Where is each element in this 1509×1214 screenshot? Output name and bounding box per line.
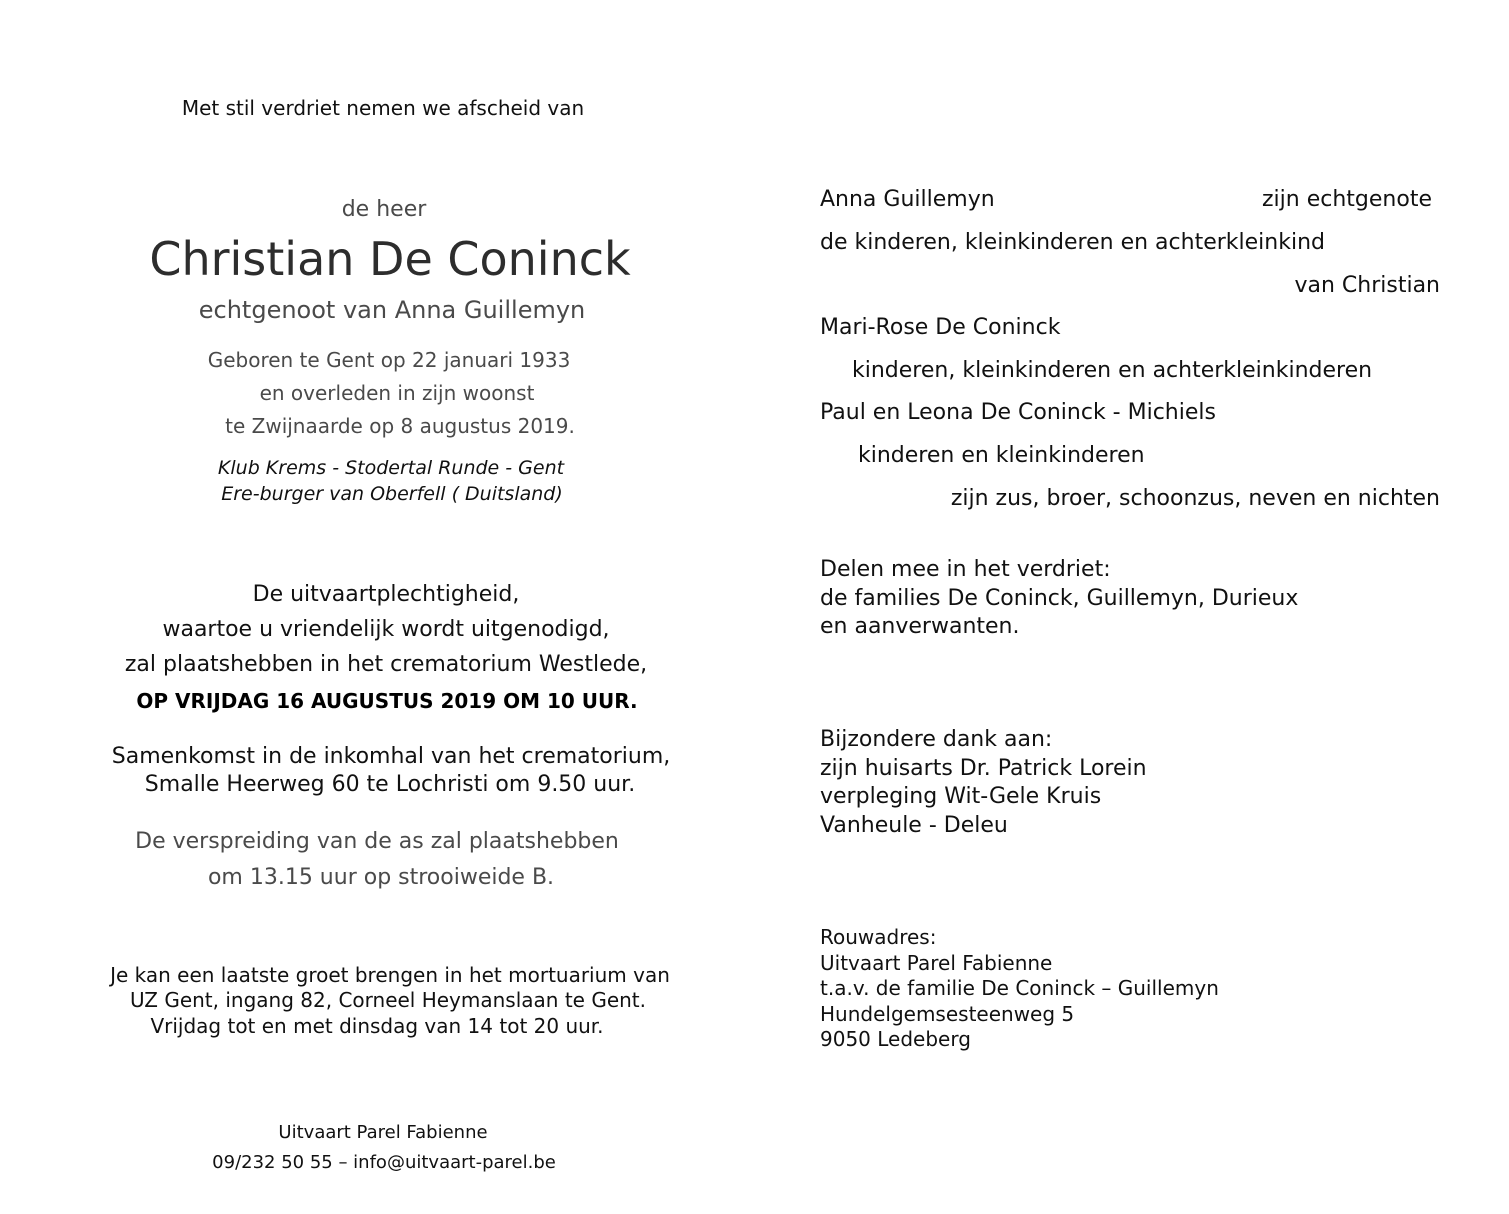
- spouse-role: zijn echtgenote: [1262, 187, 1432, 212]
- meeting-line: Samenkomst in de inkomhal van het crematorium,: [111, 744, 671, 769]
- thanks-block: [820, 726, 1147, 840]
- relatives-line: zijn zus, broer, schoonzus, neven en nichten: [950, 486, 1440, 511]
- spouse-name: Anna Guillemyn: [820, 187, 995, 212]
- crematorium-line: zal plaatshebben in het crematorium Westlede,: [124, 652, 648, 677]
- funeral-home-name: Uitvaart Parel Fabienne: [278, 1122, 488, 1143]
- sharing-block: [820, 556, 1298, 642]
- birth-line: Geboren te Gent op 22 januari 1933: [207, 348, 571, 372]
- deceased-name: Christian De Coninck: [149, 232, 631, 286]
- title-prefix: de heer: [341, 197, 427, 222]
- sister-descendants: kinderen, kleinkinderen en achterkleinkinderen: [852, 358, 1373, 383]
- address-attention: t.a.v. de familie De Coninck – Guillemyn: [820, 976, 1219, 1000]
- invitation-line: waartoe u vriendelijk wordt uitgenodigd,: [162, 617, 610, 642]
- sharing-heading: Delen mee in het verdriet:: [820, 557, 1111, 582]
- address-street: Hundelgemsesteenweg 5: [820, 1001, 1075, 1026]
- address-city: 9050 Ledeberg: [820, 1027, 971, 1051]
- spouse-line: echtgenoot van Anna Guillemyn: [198, 296, 586, 324]
- visit-hours-line: Vrijdag tot en met dinsdag van 14 tot 20 uur.: [150, 1014, 604, 1038]
- thanks-doctor: zijn huisarts Dr. Patrick Lorein: [820, 755, 1147, 781]
- sister-name: Mari-Rose De Coninck: [820, 315, 1061, 340]
- ashes-time-line: om 13.15 uur op strooiweide B.: [207, 865, 555, 890]
- death-place-line: te Zwijnaarde op 8 augustus 2019.: [225, 414, 575, 438]
- funeral-home-contact: 09/232 50 55 – info@uitvaart-parel.be: [212, 1152, 556, 1173]
- death-line: en overleden in zijn woonst: [259, 381, 535, 405]
- address-block: [820, 925, 1219, 1053]
- thanks-other: Vanheule - Deleu: [820, 812, 1008, 838]
- visit-location-line: UZ Gent, ingang 82, Corneel Heymanslaan te Gent.: [129, 988, 647, 1012]
- ceremony-date: OP VRIJDAG 16 AUGUSTUS 2019 OM 10 UUR.: [136, 689, 638, 713]
- meeting-address-line: Smalle Heerweg 60 te Lochristi om 9.50 uur.: [144, 772, 636, 797]
- address-company: Uitvaart Parel Fabienne: [820, 950, 1053, 975]
- address-heading: Rouwadres:: [820, 925, 937, 949]
- intro-line: Met stil verdriet nemen we afscheid van: [181, 96, 585, 120]
- thanks-heading: Bijzondere dank aan:: [820, 727, 1053, 752]
- ashes-line: De verspreiding van de as zal plaatshebben: [135, 829, 619, 854]
- sharing-families: de families De Coninck, Guillemyn, Durieux: [820, 585, 1299, 611]
- of-christian-line: van Christian: [1294, 273, 1440, 298]
- club-line: Klub Krems - Stodertal Runde - Gent: [217, 457, 565, 479]
- children-line: de kinderen, kleinkinderen en achterkleinkind: [820, 230, 1325, 255]
- honorary-line: Ere-burger van Oberfell ( Duitsland): [221, 483, 563, 505]
- ceremony-line: De uitvaartplechtigheid,: [252, 582, 520, 607]
- brother-descendants: kinderen en kleinkinderen: [858, 443, 1145, 468]
- thanks-nursing: verpleging Wit-Gele Kruis: [820, 784, 1102, 809]
- sharing-relatives: en aanverwanten.: [820, 614, 1020, 639]
- brother-name: Paul en Leona De Coninck - Michiels: [820, 400, 1216, 425]
- visit-line: Je kan een laatste groet brengen in het mortuarium van: [110, 963, 670, 987]
